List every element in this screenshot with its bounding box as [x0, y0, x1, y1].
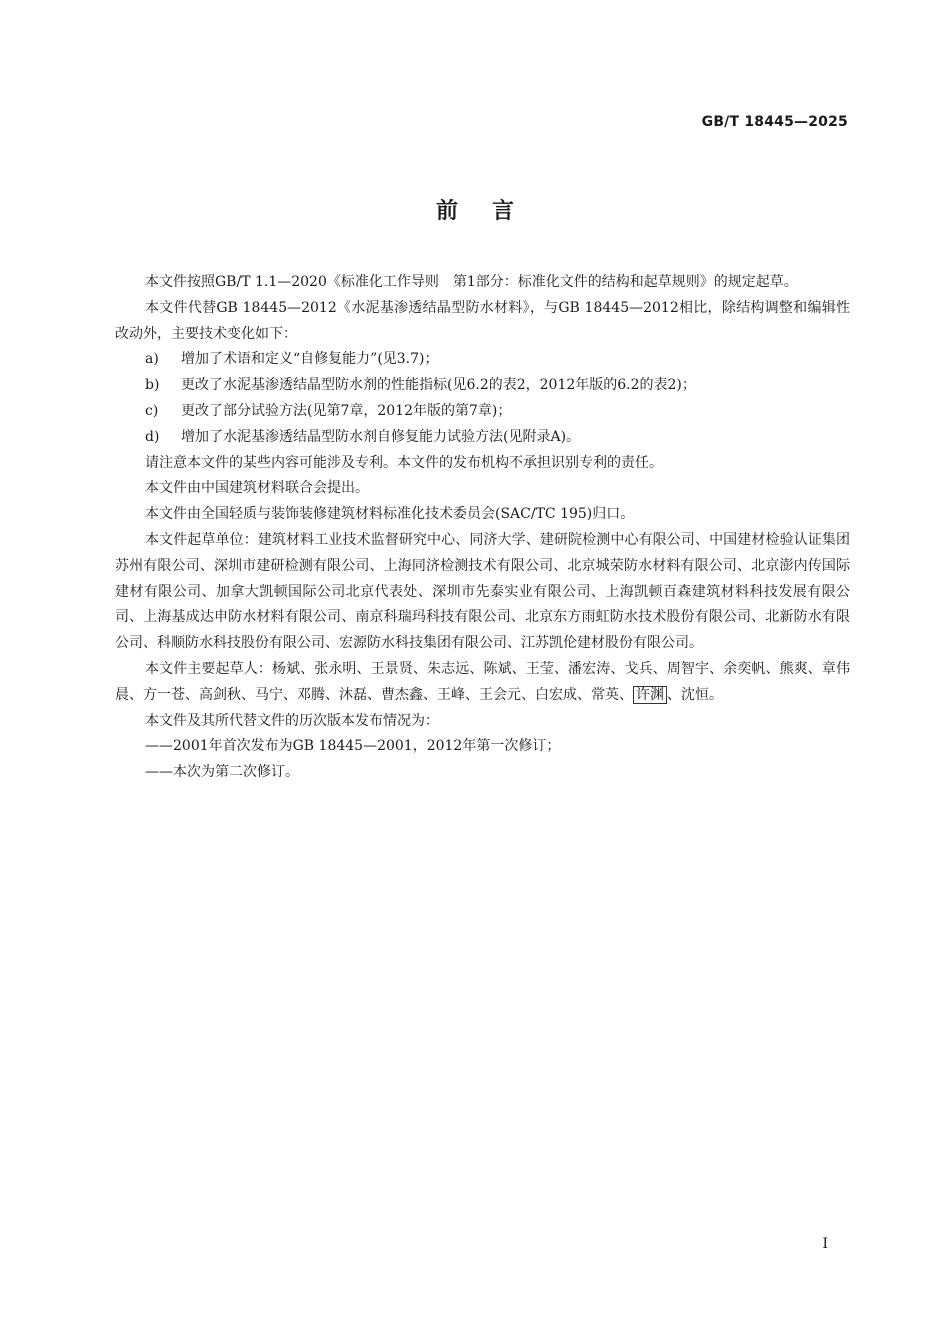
page-number: I — [822, 1236, 828, 1252]
paragraph-patent-notice: 请注意本文件的某些内容可能涉及专利。本文件的发布机构不承担识别专利的责任。 — [145, 454, 663, 471]
page-title: 前言 — [435, 199, 548, 224]
boxed-name: 许渊 — [633, 686, 667, 704]
standard-code: GB/T 18445—2025 — [701, 114, 848, 130]
list-item: a) 增加了术语和定义“自修复能力”(见3.7)； — [145, 351, 439, 368]
paragraph-history-intro: 本文件及其所代替文件的历次版本发布情况为： — [145, 712, 439, 729]
list-item: b) 更改了水泥基渗透结晶型防水剂的性能指标(见6.2的表2，2012年版的6.2的表2)； — [145, 377, 696, 394]
paragraph-committee: 本文件由全国轻质与装饰装修建筑材料标准化技术委员会(SAC/TC 195)归口。 — [145, 506, 635, 523]
paragraph-drafters: 本文件主要起草人：杨斌、张永明、王景贤、朱志远、陈斌、王莹、潘宏涛、戈兵、周智宇、余奕帆、熊爽、章伟晨、方一苍、高剑秋、马宁、邓腾、沐磊、曹杰鑫、王峰、王会元、白宏成、常英、 许渊 、沈恒。 — [115, 660, 850, 703]
paragraph-drafting-units: 本文件起草单位：建筑材料工业技术监督研究中心、同济大学、建研院检测中心有限公司、中国建材检验认证集团苏州有限公司、深圳市建研检测有限公司、上海同济检测技术有限公司、北京城荣防水材料有限公司、北京澎内传国际建材有限公司、加拿大凯顿国际公司北京代表处、深圳市先泰实业有限公司、上海凯顿百森建筑材料科技发展有限公司、上海基成达申防水材料有限公司、南京科瑞玛科技有限公司、北京东方雨虹防水技术股份有限公司、北新防水有限公司、科顺防水科技股份有限公司、宏源防水科技集团有限公司、江苏凯伦建材股份有限公司。 — [115, 531, 850, 652]
paragraph-proposer: 本文件由中国建筑材料联合会提出。 — [145, 480, 369, 497]
history-item: ——2001年首次发布为GB 18445—2001，2012年第一次修订； — [145, 738, 561, 755]
history-item: ——本次为第二次修订。 — [145, 764, 299, 781]
paragraph-drafting-basis: 本文件按照GB/T 1.1—2020《标准化工作导则 第1部分：标准化文件的结构和起草规则》的规定起草。 — [145, 274, 798, 290]
paragraph-replacement: 本文件代替GB 18445—2012《水泥基渗透结晶型防水材料》，与GB 18445—2012相比，除结构调整和编辑性改动外，主要技术变化如下： — [115, 299, 850, 342]
list-item: c) 更改了部分试验方法(见第7章，2012年版的第7章)； — [145, 402, 512, 419]
document-body — [115, 270, 850, 786]
list-item: d) 增加了水泥基渗透结晶型防水剂自修复能力试验方法(见附录A)。 — [145, 428, 581, 445]
